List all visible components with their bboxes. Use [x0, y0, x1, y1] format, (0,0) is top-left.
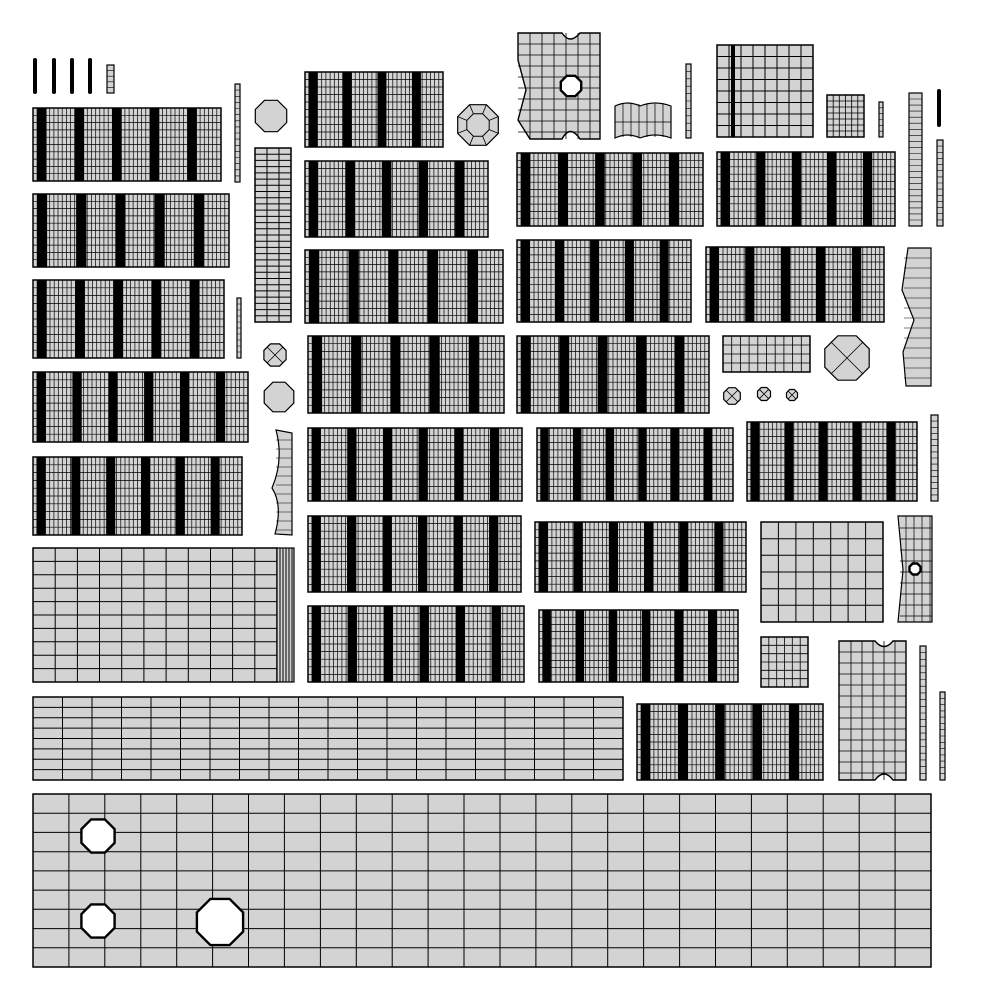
- uv-island-octagon-21: [458, 105, 499, 146]
- uv-island-octagon-50: [787, 390, 798, 401]
- uv-island-dark-19: [305, 72, 443, 147]
- uv-island-dark-51: [747, 422, 917, 501]
- uv-island-dark-26: [308, 606, 524, 682]
- uv-island-octagon-49: [758, 388, 771, 401]
- uv-island-dark-36: [637, 704, 823, 780]
- uv-island-capsule-2: [70, 58, 74, 94]
- uv-island-octagon-47: [825, 336, 869, 380]
- uv-island-light-59: [33, 794, 931, 967]
- uv-island-plate-27: [518, 33, 600, 139]
- uv-island-strip-41: [909, 93, 922, 226]
- uv-island-plate-56: [839, 641, 906, 780]
- uv-island-capsule-3: [88, 58, 92, 94]
- uv-island-light-15: [255, 148, 291, 322]
- uv-island-wave-16: [272, 430, 292, 535]
- uv-island-light-37: [717, 45, 813, 137]
- uv-island-zigzag-45: [902, 248, 931, 386]
- uv-island-strip-6: [235, 84, 240, 182]
- uv-island-dark-8: [33, 280, 224, 358]
- uv-island-dark-33: [537, 428, 733, 501]
- uv-island-dark-25: [308, 516, 521, 592]
- uv-island-strip-9: [237, 298, 241, 358]
- uv-island-light-55: [761, 637, 808, 687]
- uv-island-octagon-12: [255, 100, 286, 131]
- uv-island-octagon-48: [724, 388, 741, 405]
- uv-island-dark-22: [305, 250, 503, 323]
- uv-islands: [33, 33, 945, 967]
- uv-island-capsule-42: [937, 89, 941, 127]
- uv-island-light-17: [33, 548, 294, 682]
- uv-island-strip-43: [937, 140, 943, 226]
- uv-island-dark-40: [717, 152, 895, 226]
- uv-island-capsule-1: [52, 58, 56, 94]
- uv-island-dark-10: [33, 372, 248, 442]
- uv-island-dark-44: [706, 247, 884, 322]
- uv-island-strip-39: [879, 102, 883, 137]
- uv-island-dark-30: [517, 153, 703, 226]
- uv-island-dark-20: [305, 161, 488, 237]
- uv-island-dark-7: [33, 194, 229, 267]
- uv-island-wave-28: [615, 103, 671, 138]
- uv-island-strip-58: [940, 692, 945, 780]
- uv-island-strip-4: [107, 65, 114, 93]
- uv-island-dark-31: [517, 240, 691, 322]
- uv-island-strip-52: [931, 415, 938, 501]
- uv-island-plate-54: [898, 516, 932, 622]
- uv-island-octagon-13: [264, 344, 286, 366]
- uv-island-light-38: [827, 95, 864, 137]
- uv-island-dark-24: [308, 428, 522, 501]
- uv-island-light-46: [723, 336, 810, 372]
- uv-island-dark-35: [539, 610, 738, 682]
- uv-island-strip-57: [920, 646, 926, 780]
- uv-island-dark-23: [308, 336, 504, 413]
- uv-island-capsule-0: [33, 58, 37, 94]
- uv-island-strip-29: [686, 64, 691, 138]
- uv-island-dark-11: [33, 457, 242, 535]
- uv-island-octagon-14: [264, 382, 294, 412]
- uv-island-dark-32: [517, 336, 709, 413]
- uv-island-dark-5: [33, 108, 221, 181]
- uv-island-light-53: [761, 522, 883, 622]
- uv-island-dark-34: [535, 522, 746, 592]
- uv-island-light-18: [33, 697, 623, 780]
